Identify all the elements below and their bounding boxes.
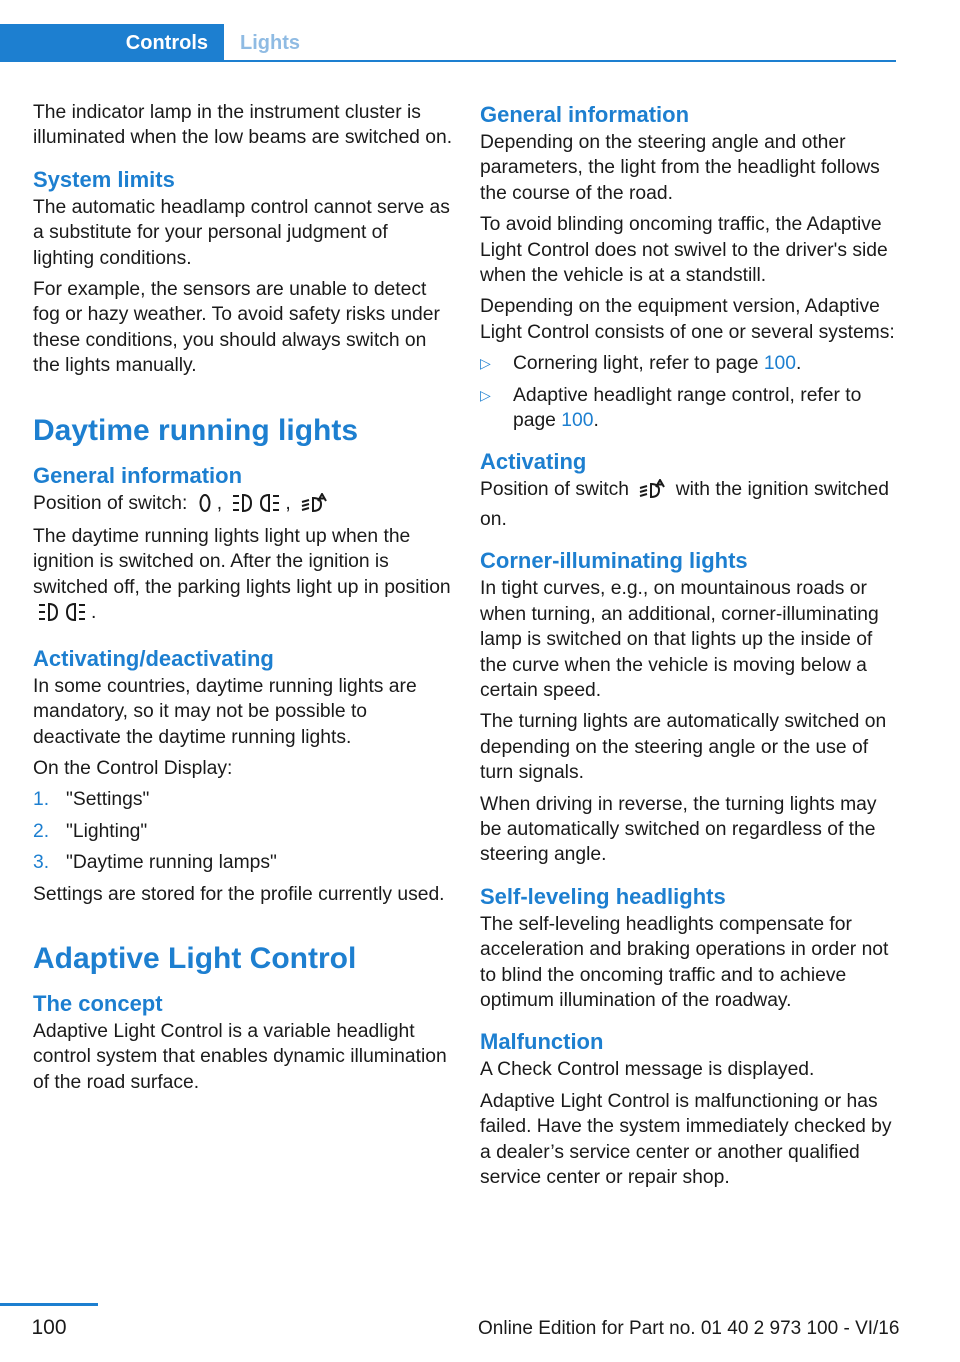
corner-illuminating-heading: Corner-illuminating lights <box>480 548 748 574</box>
drl-separator-2: , <box>285 492 291 514</box>
switch-position-zero-icon <box>198 493 212 520</box>
step-text: "Daytime running lamps" <box>66 852 277 874</box>
control-display-text: On the Control Display: <box>33 757 233 779</box>
system-limits-paragraph-1: The automatic headlamp control cannot serve as a substitute for your personal judgment of lighting conditions. <box>33 196 450 269</box>
step-text: "Settings" <box>66 789 150 811</box>
alc-general-heading: General information <box>480 102 690 127</box>
settings-stored-text: Settings are stored for the profile currently used. <box>33 883 445 905</box>
page-link-100[interactable]: 100 <box>561 410 594 432</box>
drl-switch-positions <box>33 491 453 520</box>
step-number: 1. <box>33 789 50 811</box>
bullet-text: Cornering light, refer to page <box>513 353 759 375</box>
daytime-running-lights-heading: Daytime running lights <box>33 413 359 447</box>
footer-rule <box>0 1303 98 1306</box>
page-number: 100 <box>31 1316 67 1339</box>
step-number: 3. <box>33 852 50 874</box>
tab-lights[interactable]: Lights <box>240 31 300 54</box>
alc-activating-heading: Activating <box>480 449 587 475</box>
triangle-right-icon: ▷ <box>480 386 491 403</box>
corner-paragraph-3: When driving in reverse, the turning lights may be automatically switched on regardless of the steering angle. <box>480 793 877 866</box>
indicator-paragraph: The indicator lamp in the instrument cluster is illuminated when the low beams are switched on. <box>33 102 453 149</box>
malfunction-heading: Malfunction <box>480 1029 604 1055</box>
malfunction-paragraph-1: A Check Control message is displayed. <box>480 1059 815 1081</box>
list-item: ▷ Cornering light, refer to page 100. <box>480 351 900 376</box>
system-limits-paragraph-2: For example, the sensors are unable to detect fog or hazy weather. To avoid safety risks under these conditions, you should always switch on the lights manually. <box>33 279 440 377</box>
adaptive-light-control-heading: Adaptive Light Control <box>33 941 357 975</box>
settings-steps <box>33 787 453 875</box>
parking-lights-icon <box>232 493 280 520</box>
step-number: 2. <box>33 820 50 842</box>
drl-general-paragraph <box>33 524 453 630</box>
right-column <box>480 100 900 1196</box>
list-item <box>33 787 453 812</box>
corner-paragraph-1: In tight curves, e.g., on mountainous roads or when turning, an additional, corner-illuminating lamp is switched on that lights up the inside of the curve when the vehicle is moving below a certain speed. <box>480 578 879 701</box>
edition-footer: Online Edition for Part no. 01 40 2 973 100 - VI/16 <box>478 1318 900 1339</box>
system-limits-heading: System limits <box>33 166 175 192</box>
corner-paragraph-2: The turning lights are automatically switched on depending on the steering angle or the use of turn signals. <box>480 711 887 784</box>
drl-general-text: The daytime running lights light up when the ignition is switched on. After the ignition is switched off, the parking lights light up in position <box>33 526 451 598</box>
bullet-text: Adaptive headlight range control, refer to page <box>513 384 862 432</box>
page-link-100[interactable]: 100 <box>763 353 796 375</box>
alc-general-paragraph-2: To avoid blinding oncoming traffic, the Adaptive Light Control does not swivel to the driver's side when the vehicle is at a standstill. <box>480 214 888 287</box>
page-header <box>0 0 960 62</box>
alc-activating-paragraph: Position of switch with the ignition switched on. <box>480 479 889 530</box>
list-item <box>33 850 453 875</box>
concept-heading: The concept <box>33 990 163 1016</box>
concept-paragraph: Adaptive Light Control is a variable headlight control system that enables dynamic illumination of the road surface. <box>33 1020 447 1093</box>
self-leveling-paragraph: The self-leveling headlights compensate for acceleration and braking operations in order not to blind the oncoming traffic and to achieve optimum illumination of the roadway. <box>480 913 889 1011</box>
triangle-right-icon: ▷ <box>480 355 491 372</box>
list-item: ▷ Adaptive headlight range control, refer to page 100. <box>480 383 900 434</box>
alc-general-paragraph-3: Depending on the equipment version, Adaptive Light Control consists of one or several systems: <box>480 296 895 343</box>
tab-controls[interactable]: Controls <box>0 24 224 62</box>
step-text: "Lighting" <box>66 820 148 842</box>
drl-general-heading: General information <box>33 462 243 488</box>
drl-separator-1: , <box>216 492 223 514</box>
activating-deactivating-heading: Activating/deactivating <box>33 645 274 671</box>
malfunction-paragraph-2: Adaptive Light Control is malfunctioning or has failed. Have the system immediately checked by a dealer’s service center or another qualified service center or repair shop. <box>480 1090 892 1188</box>
drl-position-text: Position of switch: <box>33 492 188 514</box>
parking-lights-icon <box>38 602 86 629</box>
alc-systems-list <box>480 351 900 433</box>
left-column <box>33 100 453 1101</box>
self-leveling-heading: Self-leveling headlights <box>480 883 726 909</box>
drl-period: . <box>91 602 97 624</box>
header-rule <box>224 60 896 62</box>
automatic-headlight-icon <box>301 493 327 520</box>
list-item <box>33 819 453 844</box>
automatic-headlight-icon <box>639 479 665 506</box>
activating-paragraph: In some countries, daytime running lights are mandatory, so it may not be possible to deactivate the daytime running lights. <box>33 675 417 748</box>
alc-general-paragraph-1: Depending on the steering angle and other parameters, the light from the headlight follows the course of the road. <box>480 132 880 204</box>
